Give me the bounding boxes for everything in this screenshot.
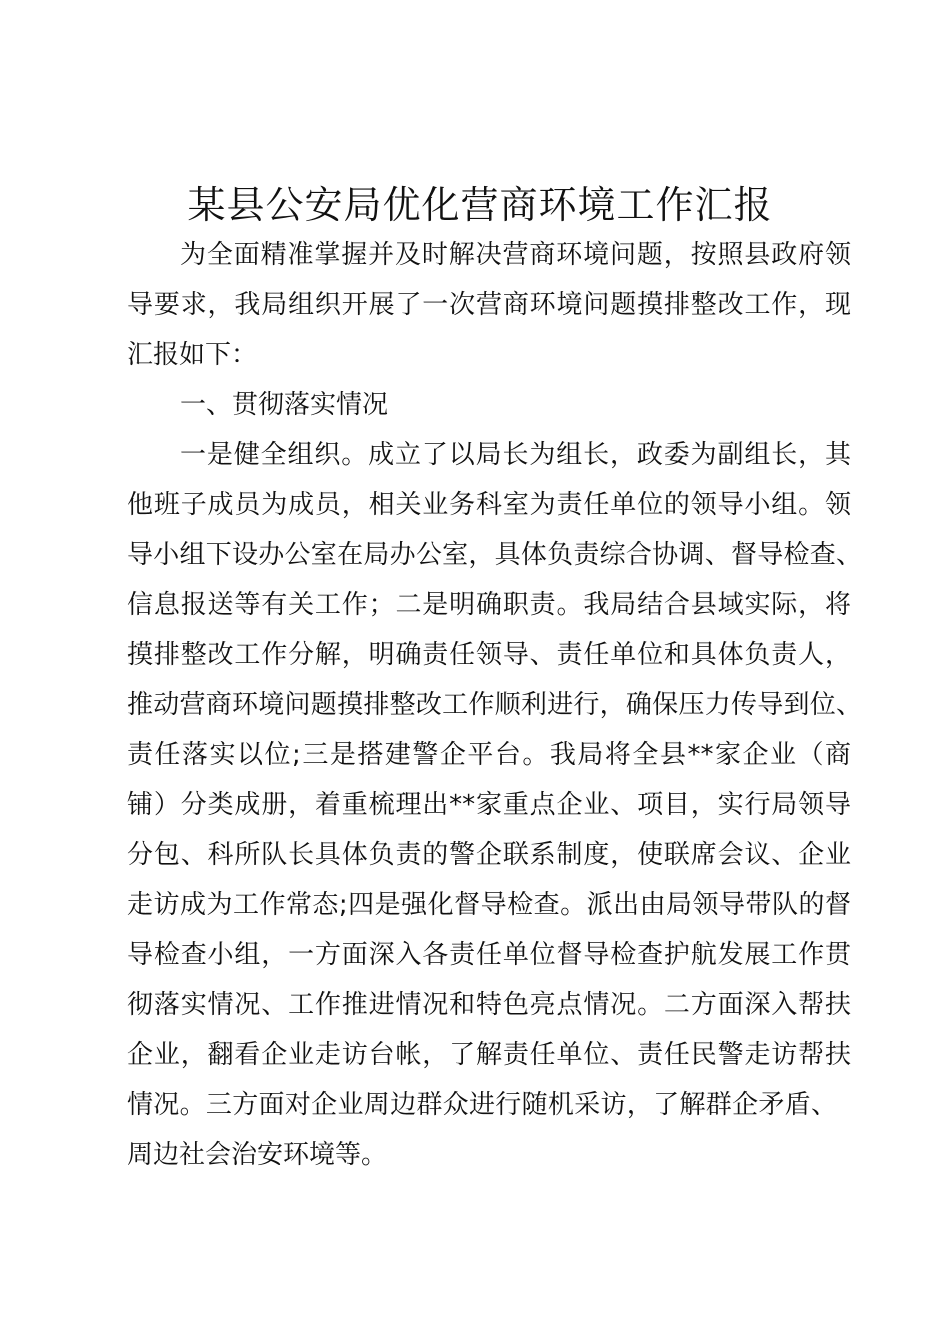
paragraph-line: 导检查小组，一方面深入各责任单位督导检查护航发展工作贯 (127, 940, 851, 970)
paragraph-line: 导小组下设办公室在局办公室，具体负责综合协调、督导检查、 (127, 540, 862, 570)
paragraph-line: 分包、科所队长具体负责的警企联系制度，使联席会议、企业 (127, 840, 851, 870)
paragraph-line: 导要求，我局组织开展了一次营商环境问题摸排整改工作，现 (127, 290, 851, 320)
section-heading: 一、贯彻落实情况 (180, 390, 389, 420)
paragraph-line: 摸排整改工作分解，明确责任领导、责任单位和具体负责人， (127, 640, 851, 670)
paragraph-line: 推动营商环境问题摸排整改工作顺利进行，确保压力传导到位、 (127, 690, 862, 720)
document-title: 某县公安局优化营商环境工作汇报 (187, 183, 773, 227)
paragraph-line: 责任落实以位;三是搭建警企平台。我局将全县**家企业（商 (127, 740, 851, 770)
paragraph-line: 汇报如下： (127, 340, 258, 370)
paragraph-line: 他班子成员为成员，相关业务科室为责任单位的领导小组。领 (127, 490, 851, 520)
paragraph-line: 情况。三方面对企业周边群众进行随机采访，了解群企矛盾、 (127, 1090, 837, 1120)
paragraph-line: 彻落实情况、工作推进情况和特色亮点情况。二方面深入帮扶 (127, 990, 851, 1020)
paragraph-line: 走访成为工作常态;四是强化督导检查。派出由局领导带队的督 (127, 890, 851, 920)
paragraph-line: 为全面精准掌握并及时解决营商环境问题，按照县政府领 (180, 240, 851, 270)
paragraph-line: 企业，翻看企业走访台帐，了解责任单位、责任民警走访帮扶 (127, 1040, 851, 1070)
paragraph-line: 一是健全组织。成立了以局长为组长，政委为副组长，其 (180, 440, 851, 470)
paragraph-line: 信息报送等有关工作；二是明确职责。我局结合县域实际，将 (127, 590, 851, 620)
paragraph-line: 周边社会治安环境等。 (127, 1140, 388, 1170)
paragraph-line: 铺）分类成册，着重梳理出**家重点企业、项目，实行局领导 (127, 790, 851, 820)
